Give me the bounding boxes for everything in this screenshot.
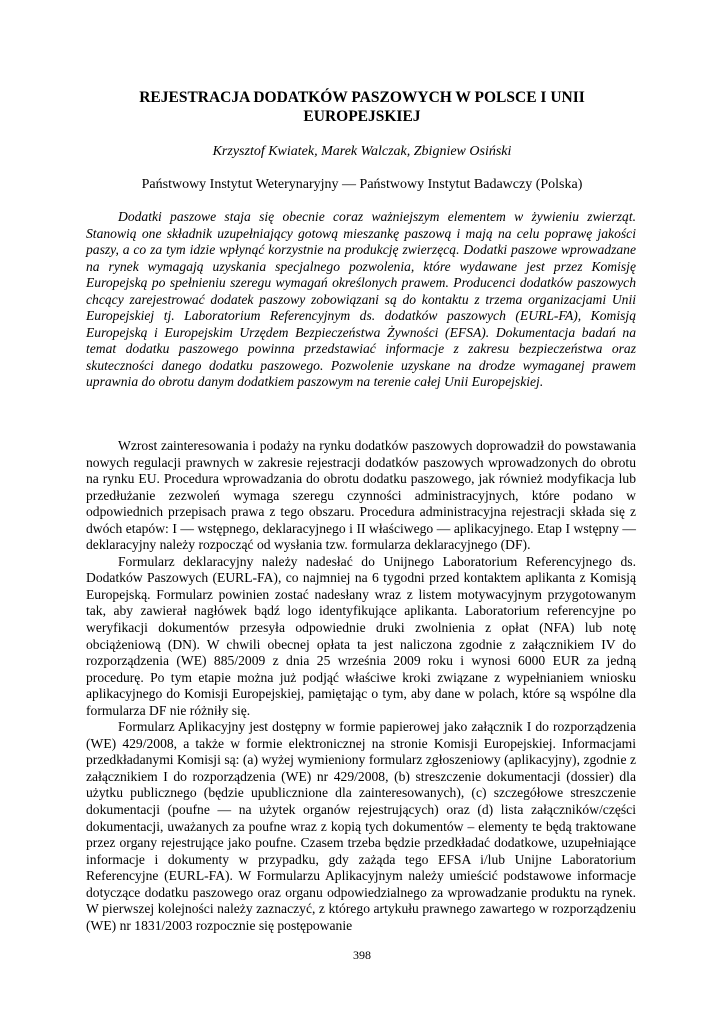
body-paragraph-2: Formularz deklaracyjny należy nadesłać do Unijnego Laboratorium Referencyjnego ds. Dodatków Paszowych (EURL-FA), co najmniej na 6 tygodni przed kontaktem aplikanta z Komisją Europejską. Formularz powinien zostać nadesłany wraz z listem motywacyjnym przygotowanym tak, aby zawierał nagłówek bądź logo identyfikujące aplikanta. Laboratorium referencyjne po weryfikacji dokumentów przesyła odpowiednie druki zwolnienia z opłat (NFA) lub notę obciążeniową (DN). W chwili obecnej opłata ta jest naliczona zgodnie z załącznikiem IV do rozporządzenia (WE) 885/2009 z dnia 25 września 2009 roku i wynosi 6000 EUR za jedną procedurę. Po tym etapie można już podjąć właściwe kroki związane z wypełnianiem wniosku aplikacyjnego do Komisji Europejskiej, pamiętając o tym, aby dane w polach, które są wspólne dla formularza DF nie różniły się. bbox=[86, 553, 636, 718]
abstract-paragraph: Dodatki paszowe staja się obecnie coraz ważniejszym elementem w żywieniu zwierząt. Stanowią one składnik uzupełniający gotową mieszankę paszową i mają na celu poprawę jakości paszy, a co za tym idzie wpłynąć korzystnie na produkcję zwierzęcą. Dodatki paszowe wprowadzane na rynek wymagają uzyskania specjalnego pozwolenia, które wydawane jest przez Komisję Europejską po spełnieniu szeregu wymagań określonych prawem. Producenci dodatków paszowych chcący zarejestrować dodatek paszowy zobowiązani są do kontaktu z trzema organizacjami Unii Europejskiej tj. Laboratorium Referencyjnym ds. dodatków paszowych (EURL-FA), Komisją Europejską i Europejskim Urzędem Bezpieczeństwa Żywności (EFSA). Dokumentacja badań na temat dodatku paszowego powinna przedstawiać informacje z zakresu bezpieczeństwa oraz skuteczności danego dodatku paszowego. Pozwolenie uzyskane na drodze wymaganej prawem uprawnia do obrotu danym dodatkiem paszowym na terenie całej Unii Europejskiej. bbox=[86, 209, 636, 390]
body-paragraph-3: Formularz Aplikacyjny jest dostępny w formie papierowej jako załącznik I do rozporządzenia (WE) 429/2008, a także w formie elektronicznej na stronie Komisji Europejskiej. Informacjami przedkładanymi Komisji są: (a) wyżej wymieniony formularz zgłoszeniowy (aplikacyjny), zgodnie z załącznikiem I do rozporządzenia (WE) nr 429/2008, (b) streszczenie dokumentacji (dossier) dla użytku publicznego (będzie upublicznione dla zainteresowanych), (c) szczegółowe streszczenie dokumentacji (poufne — na użytek organów rejestrujących) oraz (d) lista załączników/części dokumentacji, uważanych za poufne wraz z kopią tych dokumentów – elementy te będą traktowane przez organy rejestrujące jako poufne. Czasem trzeba będzie przedkładać dodatkowe, uzupełniające informacje i dokumenty w przypadku, gdy zażąda tego EFSA i/lub Unijne Laboratorium Referencyjne (EURL-FA). W Formularzu Aplikacyjnym należy umieścić podstawowe informacje dotyczące dodatku paszowego oraz organu odpowiedzialnego za wprowadzanie produktu na rynek. W pierwszej kolejności należy zaznaczyć, z którego artykułu prawnego zawartego w rozporządzeniu (WE) nr 1831/2003 rozpocznie się postępowanie bbox=[86, 719, 636, 933]
author-list: Krzysztof Kwiatek, Marek Walczak, Zbigniew Osiński bbox=[212, 144, 512, 159]
author-affiliation: Państwowy Instytut Weterynaryjny — Państwowy Instytut Badawczy (Polska) bbox=[141, 177, 583, 192]
body-text bbox=[86, 438, 636, 934]
body-paragraph-1: Wzrost zainteresowania i podaży na rynku dodatków paszowych doprowadził do powstawania nowych regulacji prawnych w zakresie rejestracji dodatków paszowych wprowadzonych do obrotu na rynku EU. Procedura wprowadzania do obrotu dodatku paszowego, jak również modyfikacja lub przedłużanie zezwoleń wymaga szeregu czynności administracyjnych, które podano w odpowiednich przepisach prawa z tego obszaru. Procedura administracyjna rejestracji składa się z dwóch etapów: I — wstępnego, deklaracyjnego i II właściwego — aplikacyjnego. Etap I wstępny — deklaracyjny należy rozpocząć od wysłania tzw. formularza deklaracyjnego (DF). bbox=[86, 438, 636, 553]
page-number: 398 bbox=[353, 948, 371, 962]
paper-title: REJESTRACJA DODATKÓW PASZOWYCH W POLSCE I UNII EUROPEJSKIEJ bbox=[139, 89, 585, 125]
